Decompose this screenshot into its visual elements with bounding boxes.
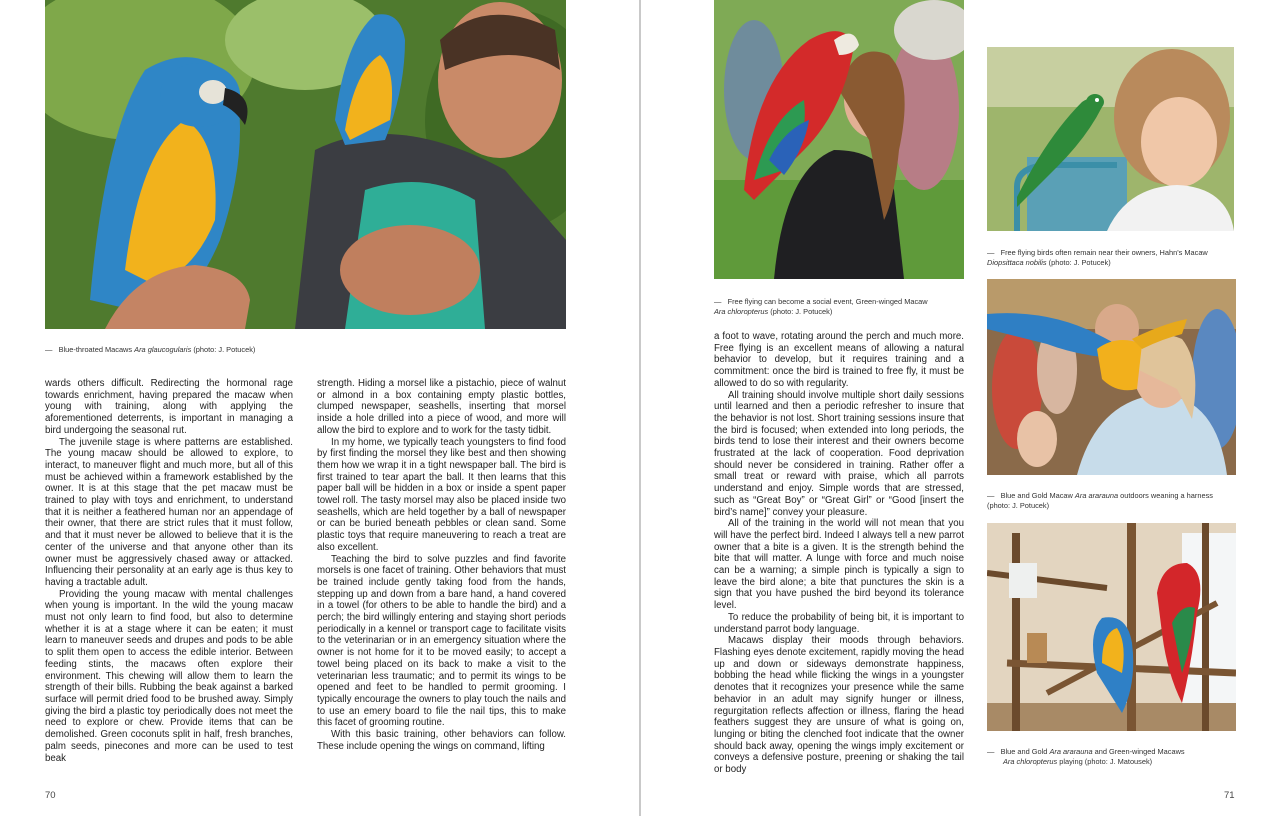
paragraph: All of the training in the world will not mean that you will have the perfect bird. Indeed I always tell a new parrot owner that a bite is a given. It is the strength behind the bite that will matter. A lunge with force and much noise can be a warning; a simple pinch is typically a sign to leave the bird alone; a bite that punctures the skin is a sign that you have pushed the bird beyond its tolerance level. <box>714 518 964 612</box>
caption-text: Free flying birds often remain near their owners, Hahn's Macaw <box>1000 248 1208 257</box>
paragraph: wards others difficult. Redirecting the hormonal rage towards enrichment, having prepared the macaw when young with training, along with applying the aforementioned deterrents, is important in managing a bird undergoing the seasonal rut. <box>45 378 293 436</box>
caption-species: Ara chloropterus <box>1003 757 1058 766</box>
photo-hahns-macaw <box>987 47 1234 231</box>
caption-credit: (photo: J. Potucek) <box>768 307 833 316</box>
caption-species: Ara ararauna <box>1049 747 1093 756</box>
caption-dash: — <box>45 345 53 354</box>
paragraph: Teaching the bird to solve puzzles and find favorite morsels is one facet of training. Other behaviors that must be trained include gently taking food from the hands, stepping up and down from a bare hand, a hand covered in a towel (for others to be able to handle the bird) and a perch; the bird willingly entering and staying short periods periodically in a kennel or transport cage to facilitate visits to the veterinarian or in an emergency situation where the owner is not home for it to be moved easily; to accept a towel being placed on its back to make a visit to the veterinarian less traumatic; and to permit its wings to be opened and feet to be handled to permit grooming. I typically encourage the owners to play touch the nails and to use an emery board to file the nail tips, this to make this facet of grooming routine. <box>317 553 566 729</box>
caption-macaws-playing <box>987 747 1185 767</box>
caption-credit: (photo: J. Potucek) <box>1046 258 1111 267</box>
caption-blue-throated-macaws <box>45 345 255 355</box>
caption-text: Blue and Gold <box>1000 747 1050 756</box>
caption-species: Diopsittaca nobilis <box>987 258 1047 267</box>
photo-blue-gold-harness <box>987 279 1236 475</box>
text-column-3 <box>714 331 964 776</box>
paragraph: The juvenile stage is where patterns are established. The young macaw should be allowed to explore, to interact, to maneuver flight and much more, but all of this must be achieved within a framework established by the owner. It is at this stage that the pet macaw must be trained to play with toys and enrichment, to understand that it is neither a feathered human nor an appendage of their owner, that there are strict rules that it must follow, and that it must never be allowed to believe that it is the center of the universe and that anyone other than its owner must be aggressively chased away or attacked. Influencing their personality at an early age is thus key to having a tractable adult. <box>45 436 293 588</box>
caption-green-winged-macaw <box>714 297 928 317</box>
page-number-left: 70 <box>45 790 56 801</box>
caption-text: outdoors weaning a harness <box>1118 491 1213 500</box>
photo-green-winged-macaw <box>714 0 964 279</box>
caption-credit: playing (photo: J. Matousek) <box>1057 757 1153 766</box>
caption-dash: — <box>987 248 995 257</box>
paragraph: With this basic training, other behaviors can follow. These include opening the wings on command, lifting <box>317 729 566 752</box>
caption-dash: — <box>987 747 995 756</box>
page-gutter <box>639 0 641 816</box>
page-number-right: 71 <box>1224 790 1235 801</box>
caption-text: Free flying can become a social event, Green-winged Macaw <box>727 297 928 306</box>
caption-credit: (photo: J. Potucek) <box>191 345 256 354</box>
caption-text: Blue-throated Macaws <box>58 345 135 354</box>
text-column-2 <box>317 378 566 753</box>
paragraph: Macaws display their moods through behaviors. Flashing eyes denote excitement, rapidly moving the head up and down or sideways demonstrate happiness, bobbing the head while flicking the wings in a youngster denotes that it recognizes your presence while the same behavior in an adult may signify hunger or illness, regurgitation reflects affection or illness, flaring the head feathers suggest they are unsure of what is going on, lunging or biting the clenched foot indicate that the owner should back away, opening the wings imply excitement or conveys a defensive posture, preening or shaking the tail or body <box>714 635 964 776</box>
photo-blue-throated-macaws <box>45 0 566 329</box>
caption-blue-gold-harness <box>987 491 1213 511</box>
paragraph: a foot to wave, rotating around the perch and much more. Free flying is an excellent means of allowing a natural behavior to develop, but it requires training and a commitment: once the bird is trained to free fly, it must be allowed to do so with regularity. <box>714 331 964 389</box>
caption-dash: — <box>987 491 995 500</box>
paragraph: To reduce the probability of being bit, it is important to understand parrot body language. <box>714 611 964 635</box>
caption-species: Ara chloropterus <box>714 307 769 316</box>
caption-hahns-macaw <box>987 248 1208 268</box>
caption-text: Blue and Gold Macaw <box>1000 491 1075 500</box>
paragraph: Providing the young macaw with mental challenges when young is important. In the wild the young macaw must not only learn to find food, but also to determine whether it is at a stage where it can be eaten; it must learn to maneuver seeds and drupes and pods to be able to split them open to access the edible interior. Between feeding stints, the macaws often explore their environment. This chewing will allow them to learn the strength of their bills. Rubbing the beak against a barked surface will permit dried food to be brushed away. Simply giving the bird a plastic toy periodically does not meet the need to explore or chew. Provide items that can be demolished. Green coconuts split in half, fresh branches, palm seeds, pinecones and more can be used to test beak <box>45 588 293 764</box>
caption-text: and Green-winged Macaws <box>1092 747 1185 756</box>
caption-species: Ara glaucogularis <box>134 345 192 354</box>
text-column-1 <box>45 378 293 764</box>
paragraph: All training should involve multiple short daily sessions until learned and then a periodic refresher to insure that the behavior is not lost. Short training sessions insure that the bird is focused; when extended into long periods, the birds tend to lose their interest and their owners become frustrated at the lack of cooperation. Food deprivation should never be considered in training. Rather offer a small treat or reward with praise, which all parrots understand and enjoy. Simple words that are stressed, such as “Great Boy” or “Great Girl” or “Good [insert the bird’s name]” convey your pleasure. <box>714 389 964 518</box>
paragraph: In my home, we typically teach youngsters to find food by first finding the morsel they like best and then showing them how we wrap it in a tight newspaper ball. The bird is first trained to tear apart the ball. It then learns that this paper ball will be hidden in a box or inside a spent paper towel roll. The tasty morsel may also be placed inside two seashells, which are held together by a ball of newspaper or can be buried beneath pebbles or clean sand. Some plastic toys that require maneuvering to reach a treat are also excellent. <box>317 436 566 553</box>
photo-macaws-playing <box>987 523 1236 731</box>
caption-credit: (photo: J. Potucek) <box>987 501 1050 510</box>
caption-dash: — <box>714 297 722 306</box>
paragraph: strength. Hiding a morsel like a pistachio, piece of walnut or almond in a box containing empty plastic bottles, clumped newspaper, seashells, inserting that morsel inside a hole drilled into a piece of wood, and more will allow the bird to explore and to work for the tasty tidbit. <box>317 378 566 436</box>
caption-species: Ara ararauna <box>1074 491 1119 500</box>
